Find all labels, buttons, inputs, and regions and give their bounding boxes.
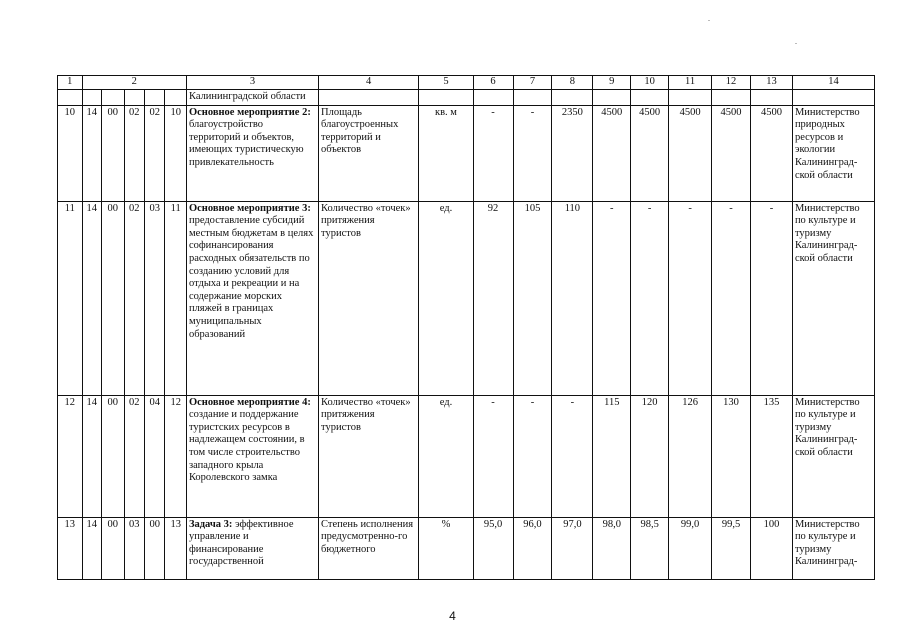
header-cell: 3 [186,76,318,90]
code-cell: 00 [102,201,125,395]
continuation-text: Калининградской области [186,90,318,106]
value-cell: - [513,395,552,517]
value-cell: 4500 [750,105,792,201]
code-cell: 14 [82,395,101,517]
page-number: 4 [449,609,456,623]
value-cell: 120 [631,395,669,517]
value-cell: - [750,201,792,395]
code-cell: 02 [124,105,144,201]
code-cell: 14 [82,517,101,579]
value-cell: 97,0 [552,517,593,579]
value-cell: - [552,395,593,517]
value-cell: 99,0 [669,517,712,579]
continuation-row [58,90,875,106]
unit-cell: % [419,517,473,579]
value-cell: 110 [552,201,593,395]
event-description: создание и поддержание туристских ресурсов в надлежащем состоянии, в том числе строительство западного крыла Королевского замка [188,409,305,484]
table-row [58,105,875,201]
event-name [186,201,318,395]
header-cell: 12 [712,76,751,90]
value-cell: 115 [593,395,631,517]
code-cell: 00 [102,105,125,201]
value-cell: - [669,201,712,395]
value-cell: 96,0 [513,517,552,579]
event-name [186,395,318,517]
value-cell: - [473,395,513,517]
value-cell: 4500 [669,105,712,201]
event-name [186,105,318,201]
value-cell: 92 [473,201,513,395]
event-title: Основное мероприятие 3: [188,202,311,214]
unit-cell: ед. [419,395,473,517]
header-cell: 14 [792,76,874,90]
value-cell: 130 [712,395,751,517]
indicator-name: Площадь благоустроенных территорий и объектов [319,105,419,201]
indicator-name: Степень исполнения предусмотренно-го бюджетного [319,517,419,579]
scan-speck [708,20,710,21]
header-cell: 9 [593,76,631,90]
event-description: благоустройство территорий и объектов, имеющих туристическую привлекательность [188,119,304,168]
row-number: 11 [58,201,83,395]
value-cell: 98,5 [631,517,669,579]
table-row [58,201,875,395]
header-row [58,76,875,90]
value-cell: 4500 [631,105,669,201]
indicators-table [57,75,875,580]
code-cell: 14 [82,201,101,395]
code-cell: 10 [165,105,187,201]
header-cell: 6 [473,76,513,90]
code-cell: 03 [144,201,164,395]
header-cell: 1 [58,76,83,90]
value-cell: - [712,201,751,395]
value-cell: 100 [750,517,792,579]
code-cell: 00 [102,517,125,579]
code-cell: 04 [144,395,164,517]
code-cell: 14 [82,105,101,201]
event-name [186,517,318,579]
event-description: эффективное управление и финансирование государственной [188,518,294,568]
value-cell: 95,0 [473,517,513,579]
responsible-cell: Министерство по культуре и туризму Калининград-ской области [792,395,874,517]
code-cell: 02 [124,201,144,395]
value-cell: 2350 [552,105,593,201]
code-cell: 02 [124,395,144,517]
value-cell: - [593,201,631,395]
table-row [58,517,875,579]
unit-cell: кв. м [419,105,473,201]
value-cell: - [473,105,513,201]
value-cell: 105 [513,201,552,395]
table-row [58,395,875,517]
code-cell: 00 [144,517,164,579]
event-title: Основное мероприятие 2: [188,106,311,118]
indicator-name: Количество «точек» притяжения туристов [319,395,419,517]
value-cell: 135 [750,395,792,517]
unit-cell: ед. [419,201,473,395]
value-cell: 99,5 [712,517,751,579]
code-cell: 03 [124,517,144,579]
responsible-cell: Министерство по культуре и туризму Калининград- [792,517,874,579]
event-title: Задача 3: [188,518,233,530]
row-number: 13 [58,517,83,579]
header-cell: 5 [419,76,473,90]
event-title: Основное мероприятие 4: [188,396,311,408]
scan-speck [795,43,797,44]
value-cell: 98,0 [593,517,631,579]
value-cell: - [631,201,669,395]
code-cell: 12 [165,395,187,517]
responsible-cell: Министерство по культуре и туризму Калининград-ской области [792,201,874,395]
event-description: предоставление субсидий местным бюджетам в целях софинансирования расходных обязательств по созданию условий для отдыха и рекреации и на содержание морских пляжей в границах муниципальных образований [188,215,314,340]
row-number: 12 [58,395,83,517]
header-cell: 7 [513,76,552,90]
header-cell: 10 [631,76,669,90]
row-number: 10 [58,105,83,201]
code-cell: 00 [102,395,125,517]
value-cell: 126 [669,395,712,517]
code-cell: 13 [165,517,187,579]
indicator-name: Количество «точек» притяжения туристов [319,201,419,395]
code-cell: 02 [144,105,164,201]
header-cell: 8 [552,76,593,90]
header-cell: 11 [669,76,712,90]
value-cell: - [513,105,552,201]
header-cell: 2 [82,76,186,90]
responsible-cell: Министерство природных ресурсов и экологии Калининград-ской области [792,105,874,201]
value-cell: 4500 [712,105,751,201]
header-cell: 4 [319,76,419,90]
header-cell: 13 [750,76,792,90]
value-cell: 4500 [593,105,631,201]
code-cell: 11 [165,201,187,395]
